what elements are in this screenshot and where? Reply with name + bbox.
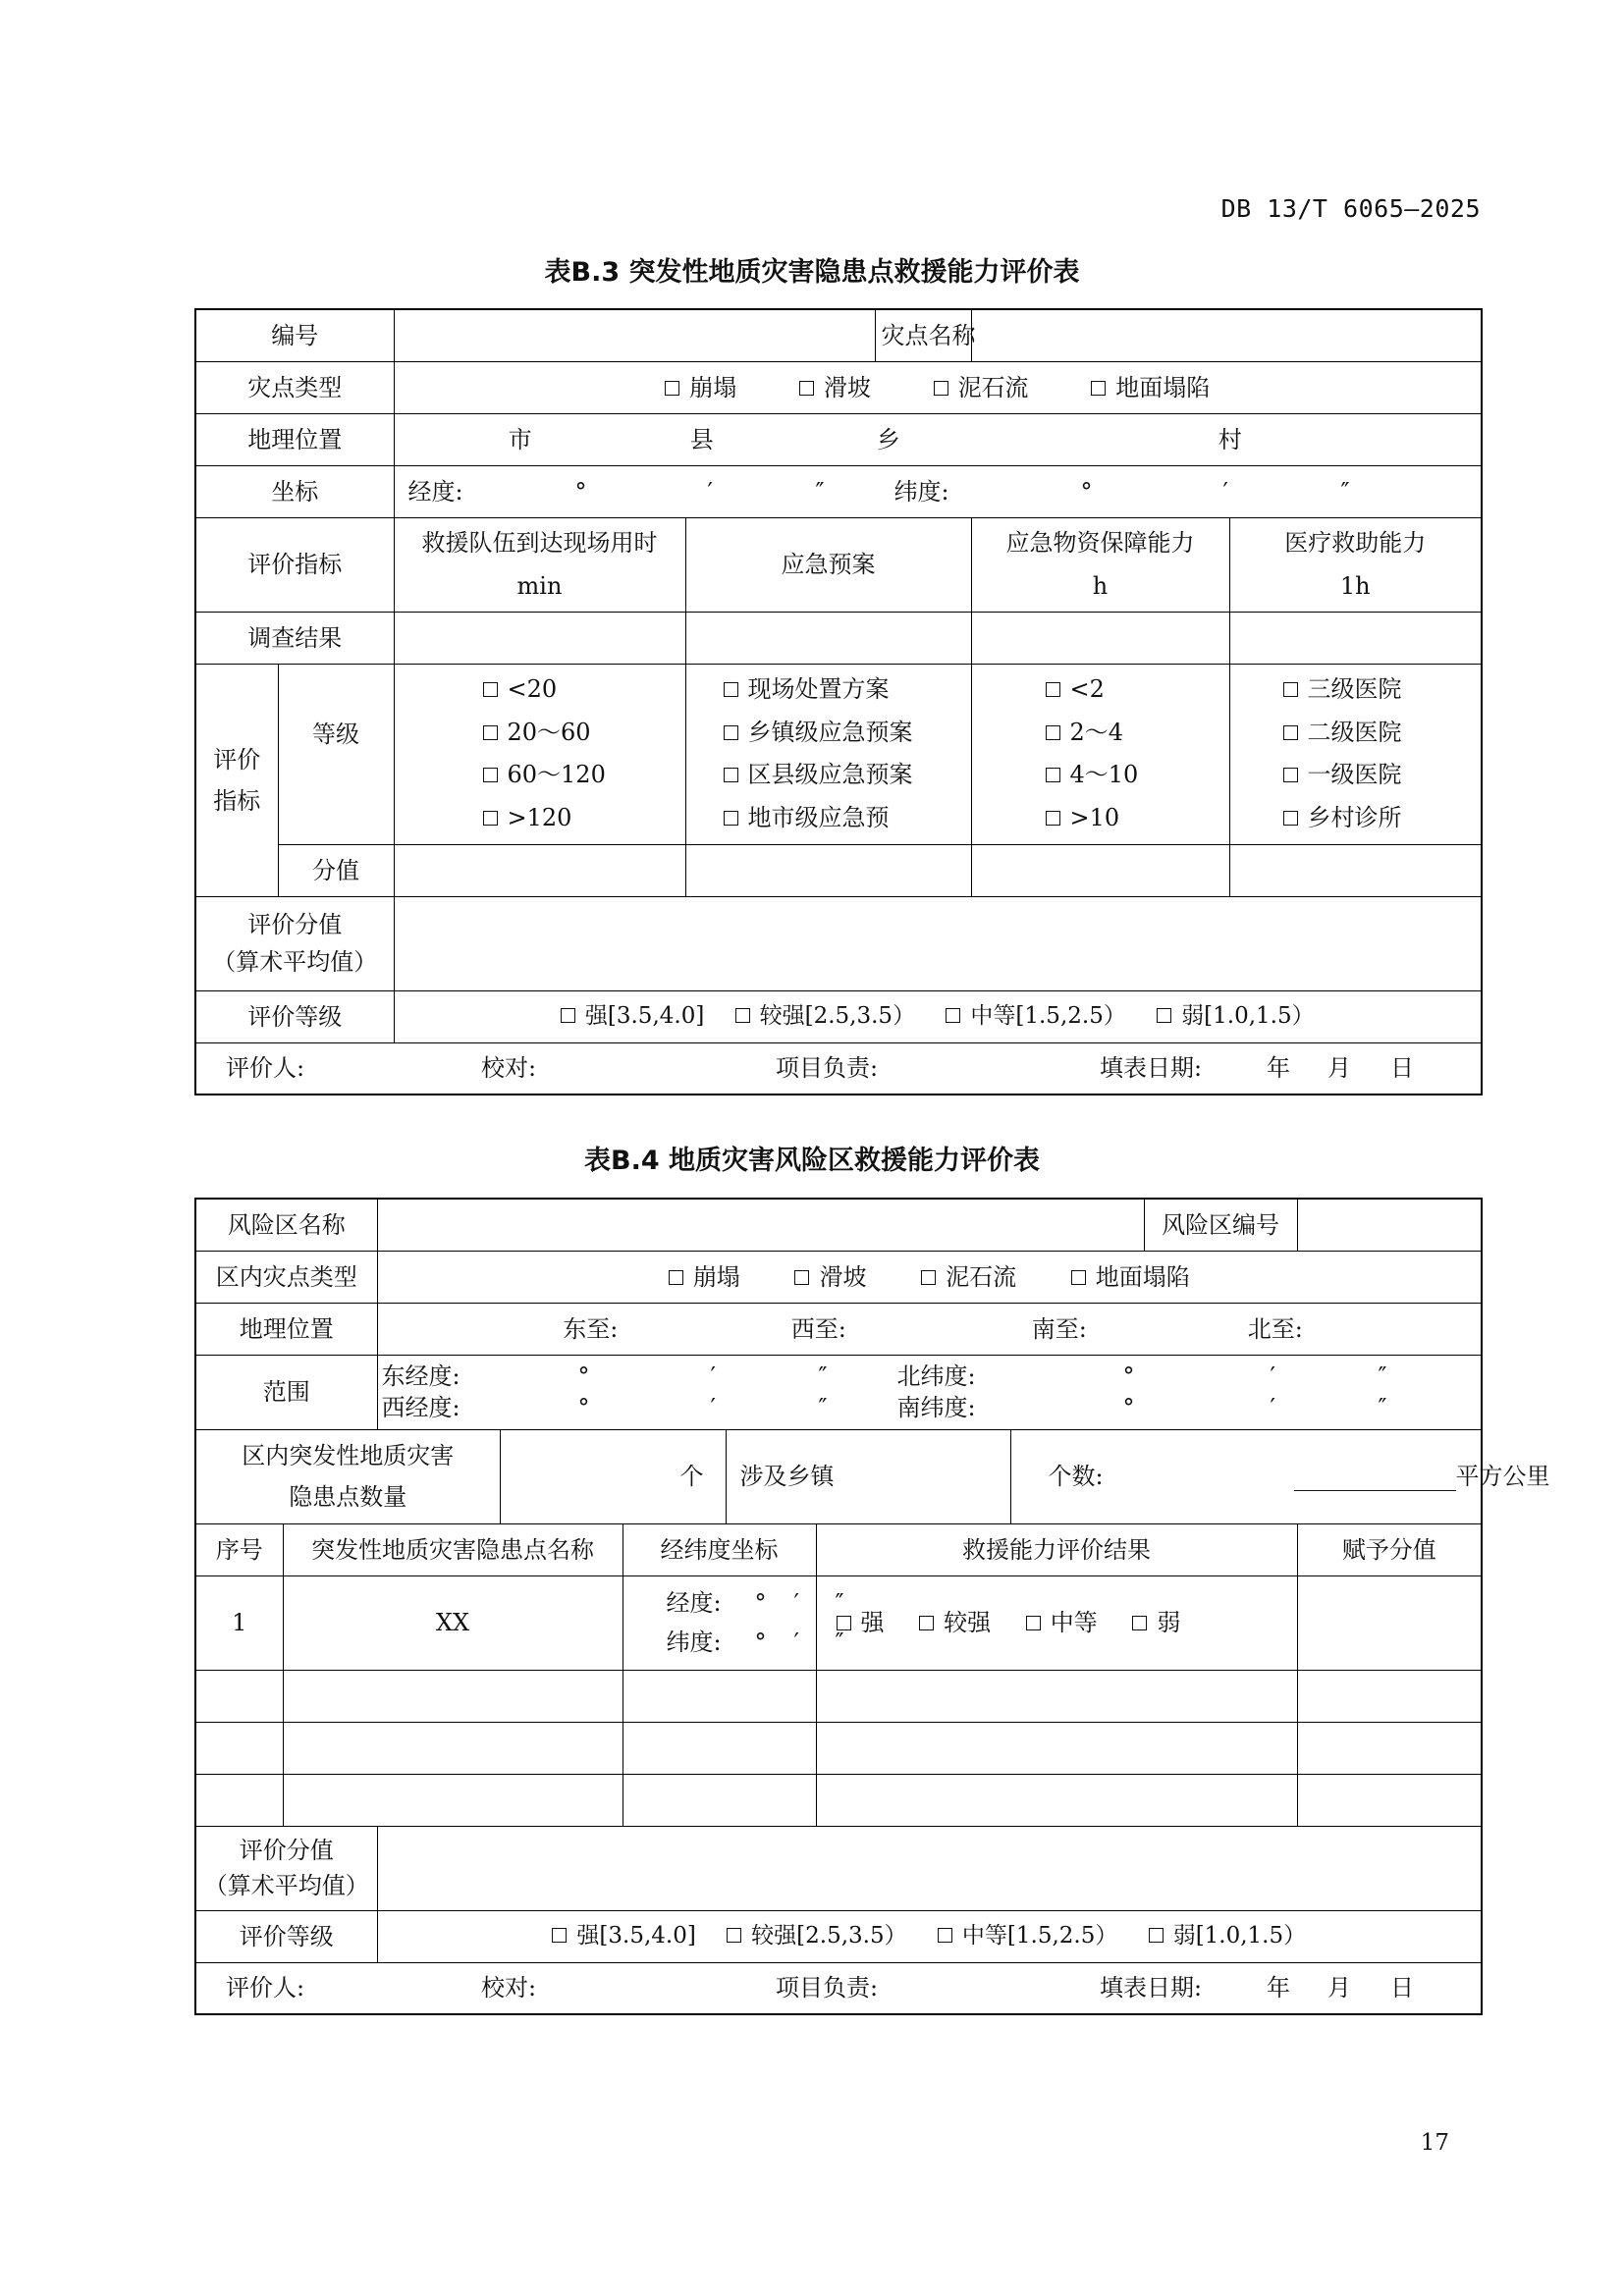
b3-score-cell[interactable] xyxy=(971,844,1229,896)
b4-row-count xyxy=(195,1429,1482,1523)
checkbox-icon[interactable] xyxy=(934,381,948,396)
b4-type-options xyxy=(377,1251,1482,1303)
checkbox-icon[interactable] xyxy=(483,682,498,697)
b4-empty-cell[interactable] xyxy=(623,1670,816,1722)
b4-col-name: 突发性地质灾害隐患点名称 xyxy=(283,1523,623,1575)
b4-row1-score[interactable] xyxy=(1297,1575,1482,1670)
b3-level-option[interactable]: 强[3.5,4.0] xyxy=(561,1002,704,1031)
checkbox-icon[interactable] xyxy=(561,1008,575,1023)
checkbox-icon[interactable] xyxy=(669,1270,683,1285)
checkbox-icon[interactable] xyxy=(724,682,738,697)
b3-grade-col-4: 三级医院 二级医院 一级医院 乡村诊所 xyxy=(1229,664,1482,844)
b3-type-option[interactable]: 泥石流 xyxy=(934,373,1029,402)
checkbox-icon[interactable] xyxy=(724,725,738,740)
checkbox-icon[interactable] xyxy=(1149,1928,1164,1943)
b3-type-option[interactable]: 地面塌陷 xyxy=(1091,373,1210,402)
b3-row-survey xyxy=(195,612,1482,664)
b3-type-label: 灾点类型 xyxy=(195,361,394,413)
checkbox-icon[interactable] xyxy=(483,768,498,782)
b4-type-option[interactable]: 崩塌 xyxy=(669,1262,740,1292)
b3-type-option[interactable]: 滑坡 xyxy=(799,373,871,402)
b3-coord-value[interactable]: 经度: ° ′ ″ 纬度: ° ′ ″ xyxy=(394,465,1482,517)
table-b4 xyxy=(194,1198,1550,2015)
b4-empty-cell[interactable] xyxy=(816,1774,1297,1826)
b3-row-type xyxy=(195,361,1482,413)
b3-evaluator-label: 评价人: xyxy=(226,1054,305,1083)
b3-indicator-2: 应急预案 xyxy=(685,517,971,612)
table-row xyxy=(195,1670,1482,1722)
b3-id-value[interactable] xyxy=(394,309,875,361)
checkbox-icon[interactable] xyxy=(946,1008,960,1023)
b4-empty-cell[interactable] xyxy=(283,1774,623,1826)
b3-id-label: 编号 xyxy=(195,309,394,361)
b4-row1-seq: 1 xyxy=(195,1575,283,1670)
b3-row-average xyxy=(195,896,1482,990)
b3-date-label: 填表日期: xyxy=(1100,1054,1203,1083)
b4-level-option[interactable]: 强[3.5,4.0] xyxy=(552,1922,695,1950)
b4-avg-label: 评价分值 （算术平均值） xyxy=(195,1826,377,1910)
table-row xyxy=(195,1722,1482,1774)
b4-row-sign xyxy=(195,1962,1482,2014)
b4-row-type xyxy=(195,1251,1482,1303)
checkbox-icon[interactable] xyxy=(665,381,679,396)
b4-sign-cell: 评价人: 校对: 项目负责: 填表日期: 年 月 日 xyxy=(195,1962,1482,2014)
b4-avg-value[interactable] xyxy=(377,1826,1482,1910)
b4-date-label: 填表日期: xyxy=(1100,1974,1203,2002)
b3-row-score xyxy=(195,844,1482,896)
b4-empty-cell[interactable] xyxy=(1297,1722,1482,1774)
b3-type-options xyxy=(394,361,1482,413)
table-row xyxy=(195,1575,1482,1670)
checkbox-icon[interactable] xyxy=(483,725,498,740)
b3-row-sign xyxy=(195,1042,1482,1095)
b3-name-label: 灾点名称 xyxy=(875,309,971,361)
b3-loc-value[interactable]: 市 县 乡 村 xyxy=(394,413,1482,465)
checkbox-icon[interactable] xyxy=(483,811,498,826)
b4-town-value[interactable]: 个数: 平方公里 xyxy=(1010,1429,1482,1523)
b4-range-label: 范围 xyxy=(195,1355,377,1429)
checkbox-icon[interactable] xyxy=(1026,1616,1041,1630)
checkbox-icon[interactable] xyxy=(1071,1270,1086,1285)
b3-indicator-4: 医疗救助能力 1h xyxy=(1229,517,1482,612)
b4-id-label: 风险区编号 xyxy=(1144,1199,1297,1251)
b4-type-label: 区内灾点类型 xyxy=(195,1251,377,1303)
b4-row-level xyxy=(195,1910,1482,1962)
b3-eval-label: 评价 指标 xyxy=(195,664,278,896)
b4-row1-name: XX xyxy=(283,1575,623,1670)
b4-result-option[interactable]: 弱 xyxy=(1132,1608,1180,1637)
b4-row1-coord[interactable]: 经度: ° ′ ″ 纬度: ° ′ ″ xyxy=(623,1575,816,1670)
b4-col-result: 救援能力评价结果 xyxy=(816,1523,1297,1575)
b3-survey-cell[interactable] xyxy=(971,612,1229,664)
b3-name-value[interactable] xyxy=(971,309,1482,361)
table-b4-title: 表B.4 地质灾害风险区救援能力评价表 xyxy=(583,1146,1041,1176)
b4-type-option[interactable]: 泥石流 xyxy=(921,1262,1016,1292)
b3-row-level xyxy=(195,990,1482,1042)
b4-level-option[interactable]: 中等[1.5,2.5） xyxy=(938,1922,1117,1950)
b4-row-header xyxy=(195,1523,1482,1575)
b3-level-label: 评价等级 xyxy=(195,990,394,1042)
b3-grade-col-2: 现场处置方案 乡镇级应急预案 区县级应急预案 地市级应急预 xyxy=(685,664,971,844)
b4-count-value[interactable]: 个 xyxy=(500,1429,726,1523)
b4-empty-cell[interactable] xyxy=(1297,1774,1482,1826)
checkbox-icon[interactable] xyxy=(799,381,814,396)
b4-town-label: 涉及乡镇 xyxy=(726,1429,1010,1523)
b4-empty-cell[interactable] xyxy=(283,1722,623,1774)
b4-empty-cell[interactable] xyxy=(195,1722,283,1774)
checkbox-icon[interactable] xyxy=(1091,381,1106,396)
b3-survey-cell[interactable] xyxy=(1229,612,1482,664)
b3-score-cell[interactable] xyxy=(685,844,971,896)
b3-survey-cell[interactable] xyxy=(394,612,685,664)
checkbox-icon[interactable] xyxy=(1283,682,1298,697)
b4-row-name xyxy=(195,1199,1482,1251)
b3-score-cell[interactable] xyxy=(394,844,685,896)
checkbox-icon[interactable] xyxy=(1283,725,1298,740)
b4-loc-value[interactable]: 东至: 西至: 南至: 北至: xyxy=(377,1303,1482,1355)
b4-count-label: 区内突发性地质灾害 隐患点数量 xyxy=(195,1429,500,1523)
b3-survey-cell[interactable] xyxy=(685,612,971,664)
checkbox-icon[interactable] xyxy=(1157,1008,1171,1023)
b3-avg-label: 评价分值 （算术平均值） xyxy=(195,896,394,990)
checkbox-icon[interactable] xyxy=(735,1008,750,1023)
standard-code: DB 13/T 6065—2025 xyxy=(1220,194,1481,223)
checkbox-icon[interactable] xyxy=(727,1928,741,1943)
b3-survey-label: 调查结果 xyxy=(195,612,394,664)
b4-empty-cell[interactable] xyxy=(816,1722,1297,1774)
checkbox-icon[interactable] xyxy=(1046,725,1060,740)
b3-row-indicators xyxy=(195,517,1482,612)
b3-row-grades xyxy=(195,664,1482,844)
b4-level-options xyxy=(377,1910,1482,1962)
b4-empty-cell[interactable] xyxy=(623,1722,816,1774)
b3-indicator-1: 救援队伍到达现场用时 min xyxy=(394,517,685,612)
b4-empty-cell[interactable] xyxy=(283,1670,623,1722)
checkbox-icon[interactable] xyxy=(1132,1616,1147,1630)
b3-grade-label: 等级 xyxy=(278,664,394,844)
b3-sign-cell: 评价人: 校对: 项目负责: 填表日期: 年 月 日 xyxy=(195,1042,1482,1095)
checkbox-icon[interactable] xyxy=(921,1270,936,1285)
b3-level-option[interactable]: 中等[1.5,2.5） xyxy=(946,1002,1125,1031)
b3-score-cell[interactable] xyxy=(1229,844,1482,896)
b3-row-id xyxy=(195,309,1482,361)
b4-row-location xyxy=(195,1303,1482,1355)
b3-level-options xyxy=(394,990,1482,1042)
checkbox-icon[interactable] xyxy=(1046,768,1060,782)
b4-area-blank[interactable] xyxy=(1294,1465,1456,1491)
b3-avg-value[interactable] xyxy=(394,896,1482,990)
b4-row-range xyxy=(195,1355,1482,1429)
table-b3-title: 表B.3 突发性地质灾害隐患点救援能力评价表 xyxy=(544,257,1080,288)
b3-manager-label: 项目负责: xyxy=(776,1054,879,1083)
b4-empty-cell[interactable] xyxy=(816,1670,1297,1722)
b3-level-option[interactable]: 弱[1.0,1.5） xyxy=(1157,1002,1314,1031)
b4-level-option[interactable]: 弱[1.0,1.5） xyxy=(1149,1922,1306,1950)
b4-evaluator-label: 评价人: xyxy=(226,1974,305,2002)
b4-row1-results xyxy=(816,1575,1297,1670)
b3-type-option[interactable]: 崩塌 xyxy=(665,373,736,402)
b4-empty-cell[interactable] xyxy=(195,1774,283,1826)
checkbox-icon[interactable] xyxy=(938,1928,952,1943)
checkbox-icon[interactable] xyxy=(1046,682,1060,697)
b3-row-coord xyxy=(195,465,1482,517)
table-b3 xyxy=(194,308,1483,1095)
page-number: 17 xyxy=(1420,2130,1449,2156)
b4-type-option[interactable]: 地面塌陷 xyxy=(1071,1262,1190,1292)
b3-score-label: 分值 xyxy=(278,844,394,896)
checkbox-icon[interactable] xyxy=(1283,768,1298,782)
checkbox-icon[interactable] xyxy=(552,1928,567,1943)
checkbox-icon[interactable] xyxy=(1283,811,1298,826)
checkbox-icon[interactable] xyxy=(919,1616,934,1630)
checkbox-icon[interactable] xyxy=(724,811,738,826)
b4-type-option[interactable]: 滑坡 xyxy=(794,1262,866,1292)
b4-empty-cell[interactable] xyxy=(623,1774,816,1826)
b4-col-coord: 经纬度坐标 xyxy=(623,1523,816,1575)
checkbox-icon[interactable] xyxy=(1046,811,1060,826)
b4-range-value[interactable]: 东经度: ° ′ ″ 北纬度: ° ′ ″ 西经度: ° ′ ″ 南纬度: ° ′ ″ xyxy=(377,1355,1482,1429)
b3-level-option[interactable]: 较强[2.5,3.5） xyxy=(735,1002,915,1031)
b3-grade-col-3: <2 2～4 4～10 >10 xyxy=(971,664,1229,844)
b3-coord-label: 坐标 xyxy=(195,465,394,517)
b4-result-option[interactable]: 中等 xyxy=(1026,1608,1098,1637)
b3-indicator-label: 评价指标 xyxy=(195,517,394,612)
checkbox-icon[interactable] xyxy=(794,1270,809,1285)
b4-loc-label: 地理位置 xyxy=(195,1303,377,1355)
b4-empty-cell[interactable] xyxy=(1297,1670,1482,1722)
b4-col-seq: 序号 xyxy=(195,1523,283,1575)
b3-grade-col-1: <20 20～60 60～120 >120 xyxy=(394,664,685,844)
checkbox-icon[interactable] xyxy=(724,768,738,782)
b4-level-label: 评价等级 xyxy=(195,1910,377,1962)
b4-result-option[interactable]: 强 xyxy=(837,1608,885,1637)
checkbox-icon[interactable] xyxy=(837,1616,851,1630)
b4-empty-cell[interactable] xyxy=(195,1670,283,1722)
b4-level-option[interactable]: 较强[2.5,3.5） xyxy=(727,1922,906,1950)
b3-row-location xyxy=(195,413,1482,465)
b4-col-score: 赋予分值 xyxy=(1297,1523,1482,1575)
b3-indicator-3: 应急物资保障能力 h xyxy=(971,517,1229,612)
b4-checker-label: 校对: xyxy=(481,1974,537,2002)
b4-name-label: 风险区名称 xyxy=(195,1199,377,1251)
b4-row-average xyxy=(195,1826,1482,1910)
b4-name-value[interactable] xyxy=(377,1199,1144,1251)
table-row xyxy=(195,1774,1482,1826)
b4-id-value[interactable] xyxy=(1297,1199,1482,1251)
b3-checker-label: 校对: xyxy=(481,1054,537,1083)
b3-loc-label: 地理位置 xyxy=(195,413,394,465)
b4-result-option[interactable]: 较强 xyxy=(919,1608,991,1637)
b4-manager-label: 项目负责: xyxy=(776,1974,879,2002)
